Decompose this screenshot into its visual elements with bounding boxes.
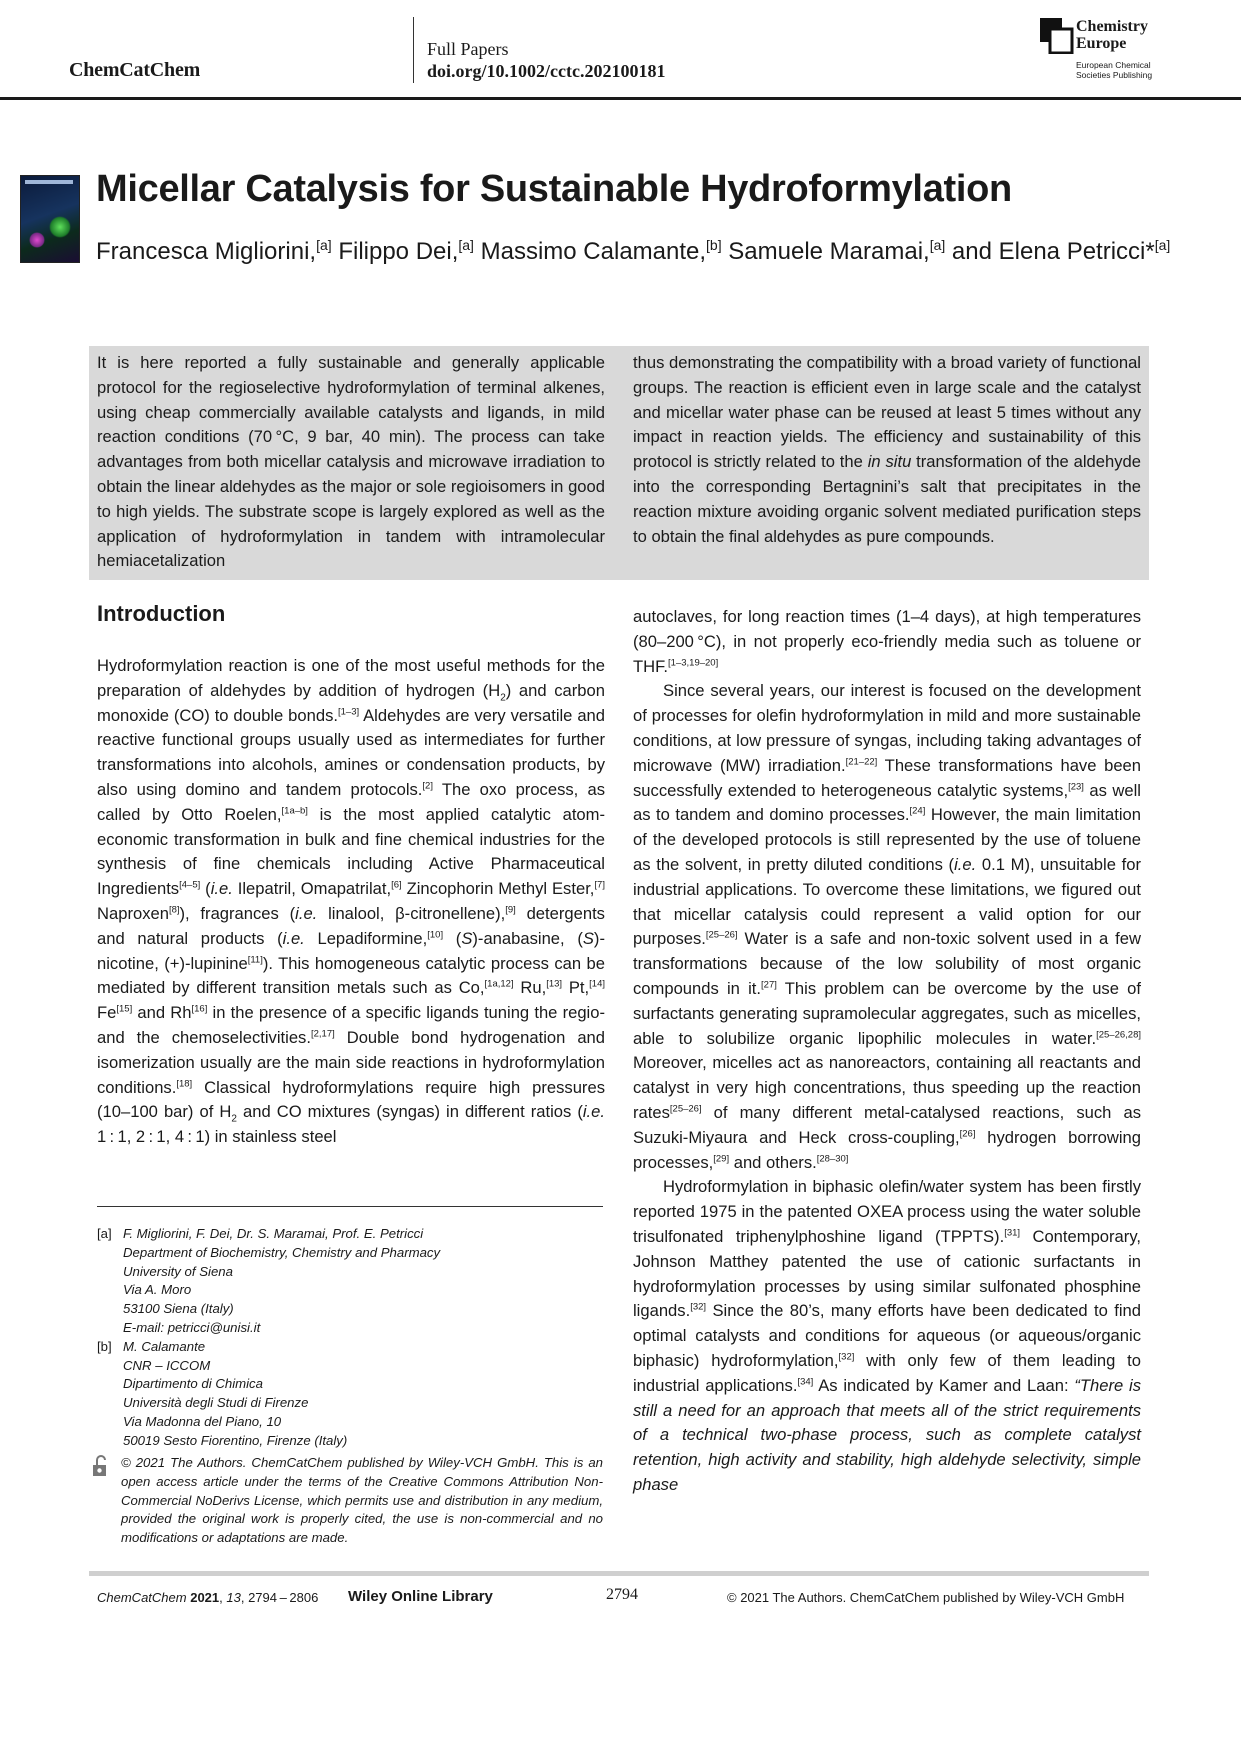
- header-divider: [413, 17, 414, 83]
- affiliation-line: Via A. Moro: [123, 1282, 192, 1298]
- affiliations: [97, 1225, 617, 1451]
- page-number: 2794: [606, 1586, 638, 1603]
- affiliation-tag: [a]: [97, 1226, 112, 1241]
- affiliation-tag: [b]: [97, 1338, 112, 1354]
- affiliation-line: [b] M. Calamante: [97, 1338, 617, 1357]
- license-statement: © 2021 The Authors. ChemCatChem published by Wiley-VCH GmbH. This is an open access article under the terms of the Creative Commons Attribution Non-Commercial NoDerivs License, which permits use and distribution in any medium, provided the original work is properly cited, the use is non-commercial and no modifications or adaptations are made.: [121, 1455, 603, 1546]
- affiliation-line: E-mail: petricci@unisi.it: [123, 1319, 261, 1335]
- affiliation-line: Department of Biochemistry, Chemistry and Pharmacy: [123, 1244, 441, 1260]
- affiliation-line: Dipartimento di Chimica: [123, 1376, 263, 1392]
- abstract-left-column: It is here reported a fully sustainable and generally applicable protocol for the regioselective hydroformylation of terminal alkenes, using cheap commercially available catalysts and ligands, in mild reaction conditions (70 °C, 9 bar, 40 min). The process can take advantages from both micellar catalysis and microwave irradiation to obtain the linear aldehydes as the major or sole regioisomers in good to high yields. The substrate scope is largely explored as well as the application of hydroformylation in tandem with intramolecular hemiacetalization: [97, 353, 605, 571]
- footer-rule: [89, 1571, 1149, 1576]
- body-left-column: Hydroformylation reaction is one of the most useful methods for the preparation of aldehydes by addition of hydrogen $(H_2)$ and carbon monoxide (CO) to double bonds.[1–3] Aldehydes are very versatile and reactive functional groups usually used as intermediates for further transformations into alcohols, amines or condensation products, by also using domino and tandem protocols.[2] The oxo process, as called by Otto Roelen,[1a–b] is the most applied catalytic atom-economic transformation in bulk and fine chemical industries for the synthesis of fine chemicals including Active Pharmaceutical Ingredients[4–5] (i.e. Ilepatril, Omapatrilat,[6] Zincophorin Methyl Ester,[7] Naproxen[8]), fragrances (i.e. linalool, β-citronellene),[9] detergents and natural products (i.e. Lepadiformine,[10] (S)-anabasine, (S)-nicotine, (+)-lupinine[11]). This homogeneous catalytic process can be mediated by different transition metals such as Co,[1a,12] Ru,[13] Pt,[14] Fe[15] and Rh[16] in the presence of a specific ligands tuning the regio- and the chemoselectivities.[2,17] Double bond hydrogenation and isomerization usually are the main side reactions in hydroformylation conditions.[18] Classical hydroformylations require high pressures (10–100 bar) of $H_2$ and CO mixtures (syngas) in different ratios (i.e. 1 : 1, 2 : 1, 4 : 1) in stainless steel: [97, 656, 606, 1147]
- doi-link[interactable]: doi.org/10.1002/cctc.202100181: [427, 61, 666, 81]
- affiliation-line: CNR – ICCOM: [123, 1357, 211, 1373]
- journal-cover-thumbnail: [20, 175, 80, 263]
- footnote-rule: [97, 1206, 603, 1207]
- affiliation-line: Università degli Studi di Firenze: [123, 1395, 309, 1411]
- chemistry-europe-logo-icon: [1040, 18, 1074, 54]
- body-right-column: autoclaves, for long reaction times (1–4 days), at high temperatures (80–200 °C), in not properly eco-friendly media such as toluene or THF.[1–3,19–20] Since several years, our interest is focused on the development of processes for olefin hydroformylation in mild and more sustainable conditions, at low pressure of syngas, including taking advantages of microwave (MW) irradiation.[21–22] These transformations have been successfully extended to heterogeneous catalytic systems,[23] as well as to tandem and domino processes.[24] However, the main limitation of the developed protocols is still represented by the use of toluene as the solvent, in pretty diluted conditions (i.e. 0.1 M), unsuitable for industrial applications. To overcome these limitations, we figured out that micellar catalysis could represent a valid option for our purposes.[25–26] Water is a safe and non-toxic solvent used in a few transformations because of the low solubility of most organic compounds in it.[27] This problem can be overcome by the use of surfactants generating supramolecular aggregates, such as micelles, able to solubilize organic lipophilic molecules in water.[25–26,28] Moreover, micelles act as nanoreactors, containing all reactants and catalyst in very high concentrations, thus speeding up the reaction rates[25–26] of many different metal-catalysed reactions, such as Suzuki-Miyaura and Heck cross-coupling,[26] hydrogen borrowing processes,[29] and others.[28–30] Hydroformylation in biphasic olefin/water system has been firstly reported 1975 in the patented OXEA process using the water soluble trisulfonated triphenylphoshine ligand (TPPTS).[31] Contemporary, Johnson Matthey patented the use of cationic surfactants in hydroformylation processes by using similar sulfonated phosphine ligands.[32] Since the 80’s, many efforts have been dedicated to find optimal catalysts and conditions for aqueous (or aqueous/organic biphasic) hydroformylation,[32] with only few of them leading to industrial applications.[34] As indicated by Kamer and Laan: “There is still a need for an approach that meets all of the strict requirements of a technical two-phase process, such as complete catalyst retention, high activity and stability, high aldehyde selectivity, simple phase: [633, 607, 1142, 1494]
- publisher-logo-subtitle: European Chemical Societies Publishing: [1076, 60, 1153, 80]
- affiliation-line: 50019 Sesto Fiorentino, Firenze (Italy): [123, 1432, 348, 1448]
- section-label: Full Papers: [427, 39, 509, 59]
- affiliation-line: [a] F. Migliorini, F. Dei, Dr. S. Maramai, Prof. E. Petricci: [97, 1225, 617, 1244]
- affiliation-line: University of Siena: [123, 1263, 233, 1279]
- abstract-right-column: thus demonstrating the compatibility with a broad variety of functional groups. The reaction is efficient even in large scale and the catalyst and micellar water phase can be reused at least 5 times without any impact in reaction yields. The efficiency and sustainability of this protocol is strictly related to the in situ transformation of the aldehyde into the corresponding Bertagnini’s salt that precipitates in the reaction mixture avoiding organic solvent mediated purification steps to obtain the final aldehydes as pure compounds.: [633, 353, 1141, 546]
- wiley-online-library-link[interactable]: Wiley Online Library: [348, 1588, 493, 1605]
- open-access-lock-icon: [92, 1455, 110, 1477]
- journal-name: ChemCatChem: [69, 59, 201, 81]
- footer-copyright: © 2021 The Authors. ChemCatChem published by Wiley-VCH GmbH: [727, 1590, 1125, 1605]
- author-list: Francesca Migliorini,[a] Filippo Dei,[a] Massimo Calamante,[b] Samuele Maramai,[a] and Elena Petricci*[a]: [96, 237, 1171, 265]
- footer-citation: ChemCatChem 2021, 13, 2794 – 2806: [97, 1590, 319, 1605]
- affiliation-line: Via Madonna del Piano, 10: [123, 1413, 282, 1429]
- introduction-heading: Introduction: [97, 601, 226, 626]
- affiliation-line: 53100 Siena (Italy): [123, 1301, 234, 1317]
- publisher-logo-title: Chemistry Europe: [1076, 18, 1148, 52]
- article-title: Micellar Catalysis for Sustainable Hydroformylation: [96, 168, 1012, 210]
- header-rule: [0, 97, 1241, 100]
